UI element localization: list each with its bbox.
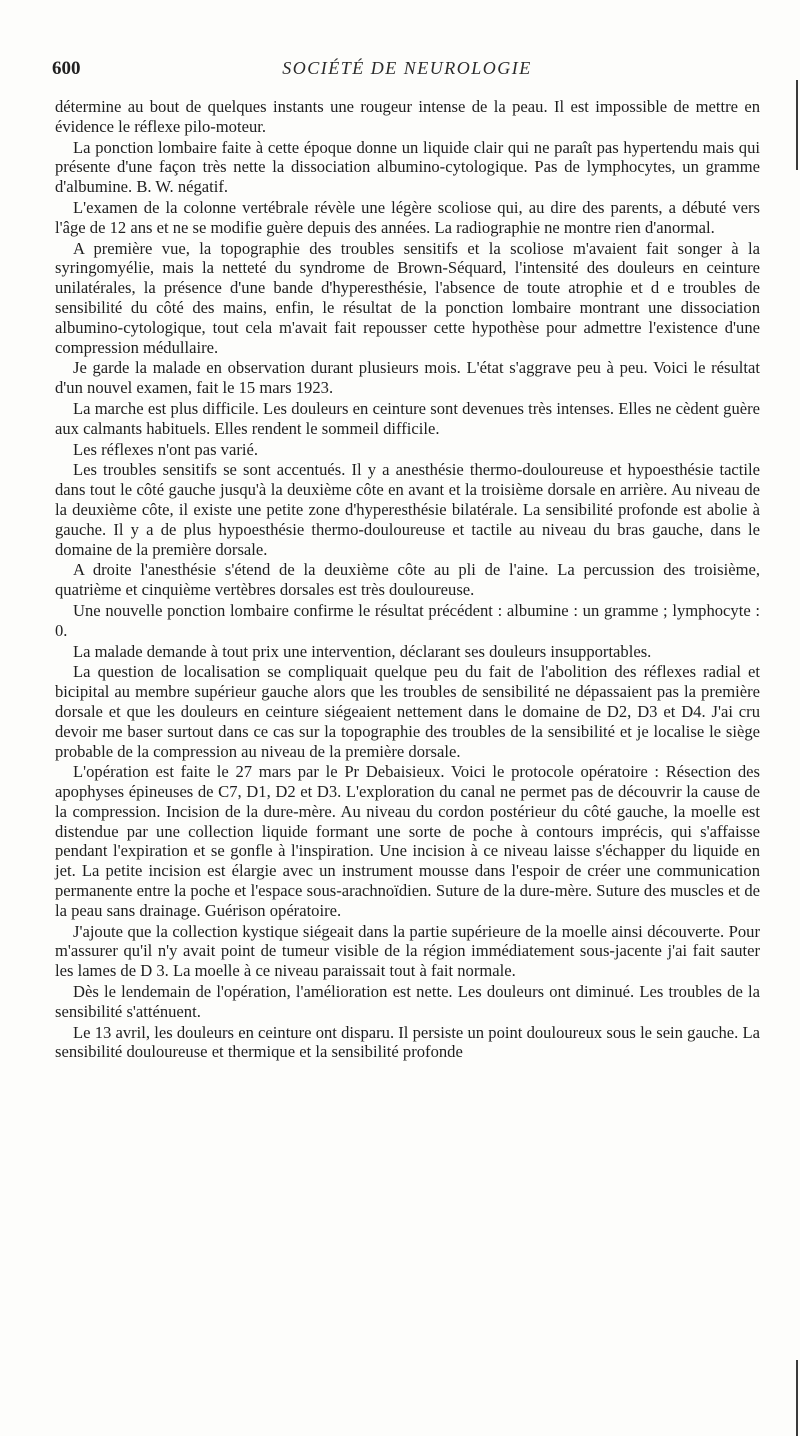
running-head: SOCIÉTÉ DE NEUROLOGIE bbox=[282, 58, 532, 78]
paragraph-11: La malade demande à tout prix une intervention, déclarant ses douleurs insupportables. bbox=[73, 641, 652, 661]
paragraph-8: Les troubles sensitifs se sont accentués. Il y a anesthésie thermo-douloureuse et hypoesthésie tactile dans tout le côté gauche jusqu'à la deuxième côte en avant et la troisième dorsale en arrière. Au niveau de la deuxième côte, il existe une petite zone d'hyperesthésie bilatérale. La sensibilité profonde est abolie à gauche. Il y a de plus hypoesthésie thermo-douloureuse et tactile au niveau du bras gauche, dans le domaine de la première dorsale. bbox=[55, 460, 760, 559]
body-text bbox=[55, 97, 760, 1063]
scan-edge-mark bbox=[796, 1360, 798, 1436]
paragraph-12: La question de localisation se compliquait quelque peu du fait de l'abolition des réflexes radial et bicipital au membre supérieur gauche alors que les troubles de sensibilité ne dépassaient pas la première dorsale et que les douleurs en ceinture siégeaient nettement dans le domaine de D2, D3 et D4. J'ai cru devoir me baser surtout dans ce cas sur la topographie des troubles de la sensibilité et je localise le siège probable de la compression au niveau de la première dorsale. bbox=[55, 662, 760, 761]
paragraph-6: La marche est plus difficile. Les douleurs en ceinture sont devenues très intenses. Elles ne cèdent guère aux calmants habituels. Elles rendent le sommeil difficile. bbox=[55, 398, 760, 438]
paragraph-7: Les réflexes n'ont pas varié. bbox=[73, 439, 258, 459]
paragraph-2: La ponction lombaire faite à cette époque donne un liquide clair qui ne paraît pas hypertendu mais qui présente d'une façon très nette la dissociation albumino-cytologique. Pas de lymphocytes, un gramme d'albumine. B. W. négatif. bbox=[55, 137, 760, 197]
paragraph-1: détermine au bout de quelques instants une rougeur intense de la peau. Il est impossible de mettre en évidence le réflexe pilo-moteur. bbox=[55, 97, 760, 136]
paragraph-3: L'examen de la colonne vertébrale révèle une légère scoliose qui, au dire des parents, a débuté vers l'âge de 12 ans et ne se modifie guère depuis des années. La radiographie ne montre rien d'anormal. bbox=[55, 197, 760, 237]
paragraph-13: L'opération est faite le 27 mars par le Pr Debaisieux. Voici le protocole opératoire : Résection des apophyses épineuses de C7, D1, D2 et D3. L'exploration du canal ne permet pas de découvrir la cause de la compression. Incision de la dure-mère. Au niveau du cordon postérieur du côté gauche, la moelle est distendue par une collection liquide formant une sorte de poche à contours imprécis, qui s'affaisse pendant l'expiration et se gonfle à l'inspiration. Une incision à ce niveau laisse s'échapper du liquide en jet. La petite incision est élargie avec un instrument mousse dans l'espoir de créer une communication permanente entre la poche et l'espace sous-arachnoïdien. Suture de la dure-mère. Suture des muscles et de la peau sans drainage. Guérison opératoire. bbox=[55, 762, 760, 920]
paragraph-10: Une nouvelle ponction lombaire confirme le résultat précédent : albumine : un gramme ; lymphocyte : 0. bbox=[55, 600, 760, 640]
scan-edge-mark bbox=[796, 80, 798, 170]
page-number: 600 bbox=[52, 58, 81, 79]
paragraph-16: Le 13 avril, les douleurs en ceinture ont disparu. Il persiste un point douloureux sous le sein gauche. La sensibilité douloureuse et thermique et la sensibilité profonde bbox=[55, 1022, 760, 1062]
paragraph-4: A première vue, la topographie des troubles sensitifs et la scoliose m'avaient fait songer à la syringomyélie, mais la netteté du syndrome de Brown-Séquard, l'intensité des douleurs en ceinture unilatérales, la présence d'une bande d'hyperesthésie, l'absence de toute atrophie et d e troubles de sensibilité du côté des mains, enfin, le résultat de la ponction lombaire montrant une dissociation albumino-cytologique, tout cela m'avait fait repousser cette hypothèse pour admettre l'existence d'une compression médullaire. bbox=[55, 238, 760, 357]
paragraph-5: Je garde la malade en observation durant plusieurs mois. L'état s'aggrave peu à peu. Voici le résultat d'un nouvel examen, fait le 15 mars 1923. bbox=[55, 358, 760, 398]
paragraph-9: A droite l'anesthésie s'étend de la deuxième côte au pli de l'aine. La percussion des troisième, quatrième et cinquième vertèbres dorsales est très douloureuse. bbox=[55, 560, 760, 600]
paragraph-15: Dès le lendemain de l'opération, l'amélioration est nette. Les douleurs ont diminué. Les troubles de la sensibilité s'atténuent. bbox=[55, 982, 760, 1021]
paragraph-14: J'ajoute que la collection kystique siégeait dans la partie supérieure de la moelle ainsi découverte. Pour m'assurer qu'il n'y avait point de tumeur visible de la région immédiatement sous-jacente j'ai fait sauter les lames de D 3. La moelle à ce niveau paraissait tout à fait normale. bbox=[55, 921, 760, 981]
page-header bbox=[52, 58, 762, 86]
